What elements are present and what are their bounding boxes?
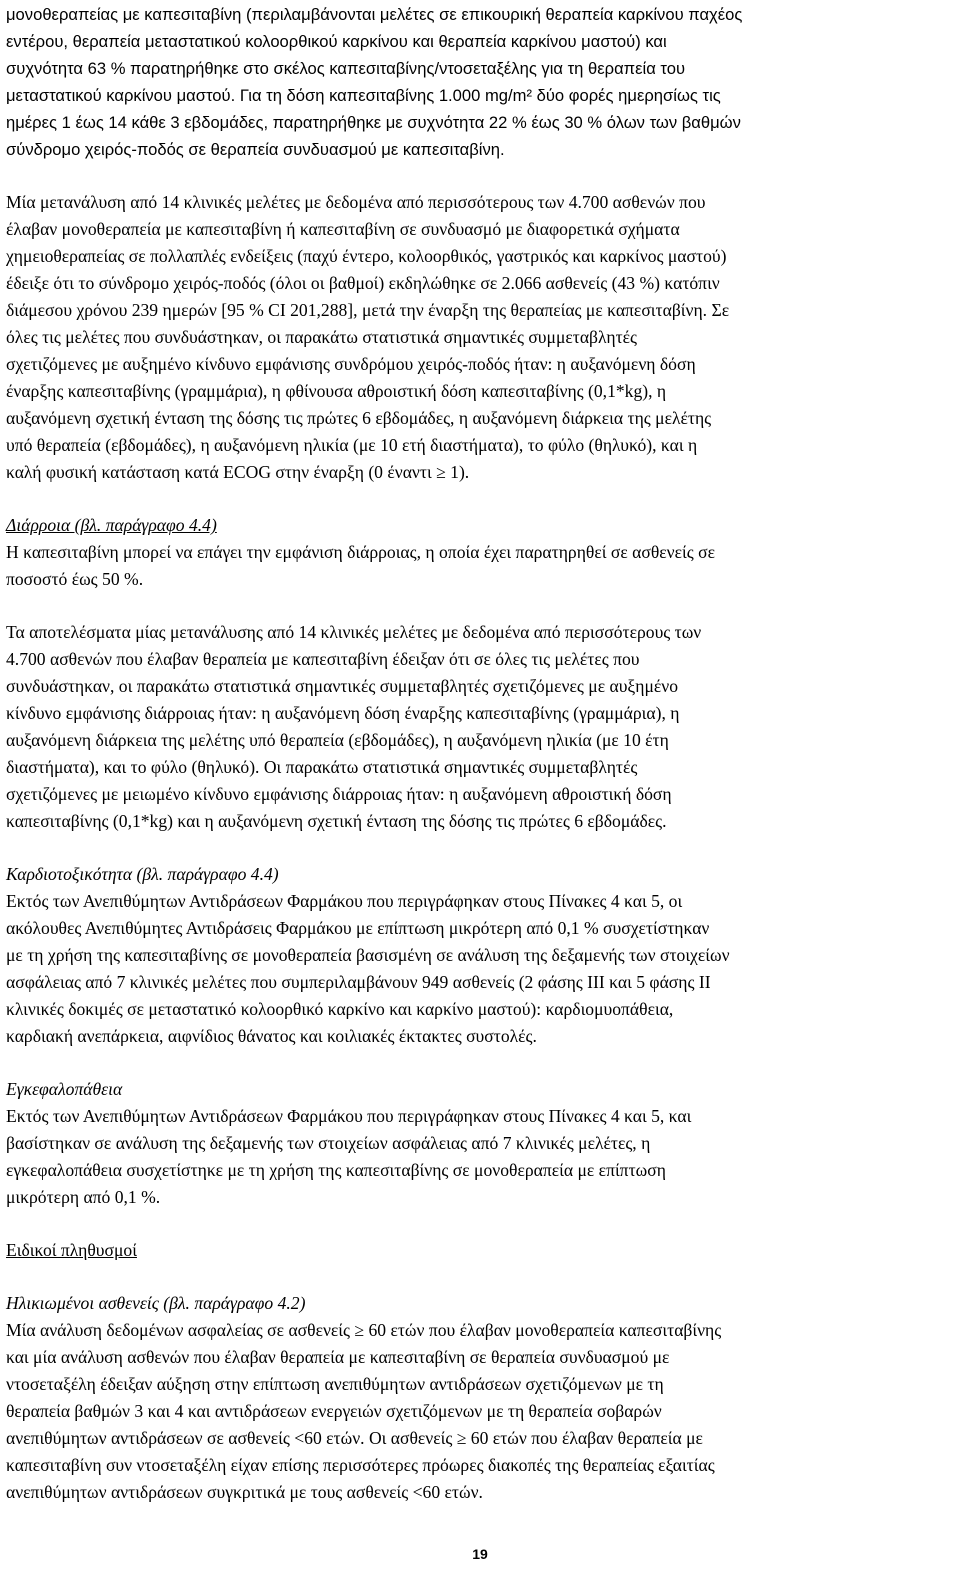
text-line: διάμεσου χρόνου 239 ημερών [95 % CI 201,288], μετά την έναρξη της θεραπείας με καπεσιταβίνη. Σε — [6, 300, 730, 320]
text-line: σχετιζόμενες με μειωμένο κίνδυνο εμφάνισης διάρροιας ήταν: η αυξανόμενη αθροιστική δόση — [6, 784, 672, 804]
text-line: βασίστηκαν σε ανάλυση της δεξαμενής των στοιχείων ασφάλειας από 7 κλινικές μελέτες, η — [6, 1133, 651, 1153]
text-line: κίνδυνο εμφάνισης διάρροιας ήταν: η αυξανόμενη δόση έναρξης καπεσιταβίνης (γραμμάρια), η — [6, 703, 680, 723]
section-heading-cardiotoxicity: Καρδιοτοξικότητα (βλ. παράγραφο 4.4) — [6, 864, 279, 884]
text-line: υπό θεραπεία (εβδομάδες), η αυξανόμενη ηλικία (με 10 ετή διαστήματα), το φύλο (θηλυκό), και η — [6, 435, 698, 455]
text-line: Εκτός των Ανεπιθύμητων Αντιδράσεων Φαρμάκου που περιγράφηκαν στους Πίνακες 4 και 5, και — [6, 1106, 692, 1126]
section-heading-encephalopathy: Εγκεφαλοπάθεια — [6, 1079, 123, 1099]
text-line: έλαβαν μονοθεραπεία με καπεσιταβίνη ή καπεσιταβίνη σε συνδυασμό με διαφορετικά σχήματα — [6, 219, 680, 239]
paragraph-cardiotoxicity — [6, 888, 950, 1050]
text-line: αυξανόμενη διάρκεια της μελέτης υπό θεραπεία (εβδομάδες), η αυξανόμενη ηλικία (με 10 έτη — [6, 730, 669, 750]
text-line: ανεπιθύμητων αντιδράσεων σε ασθενείς <60 ετών. Οι ασθενείς ≥ 60 ετών που έλαβαν θεραπεία με — [6, 1428, 703, 1448]
paragraph-encephalopathy — [6, 1103, 950, 1211]
section-heading-elderly: Ηλικιωμένοι ασθενείς (βλ. παράγραφο 4.2) — [6, 1293, 306, 1313]
text-line: ακόλουθες Ανεπιθύμητες Αντιδράσεις Φαρμάκου με επίπτωση μικρότερη από 0,1 % συσχετίστηκαν — [6, 918, 710, 938]
text-line: ντοσεταξέλη έδειξαν αύξηση στην επίπτωση ανεπιθύμητων αντιδράσεων σχετιζόμενων με τη — [6, 1374, 664, 1394]
text-line: εντέρου, θεραπεία μεταστατικού κολοορθικού καρκίνου και θεραπεία καρκίνου μαστού) και — [6, 32, 667, 51]
text-line: ανεπιθύμητων αντιδράσεων συγκριτικά με τους ασθενείς <60 ετών. — [6, 1482, 483, 1502]
text-line: χημειοθεραπείας σε πολλαπλές ενδείξεις (παχύ έντερο, κολοορθικός, γαστρικός και καρκίνος μαστού) — [6, 246, 727, 266]
text-line: και μία ανάλυση ασθενών που έλαβαν θεραπεία με καπεσιταβίνη σε θεραπεία συνδυασμού με — [6, 1347, 670, 1367]
text-line: Μία ανάλυση δεδομένων ασφαλείας σε ασθενείς ≥ 60 ετών που έλαβαν μονοθεραπεία καπεσιταβίνης — [6, 1320, 722, 1340]
paragraph-hfs-metaanalysis — [6, 189, 950, 486]
text-line: ημέρες 1 έως 14 κάθε 3 εβδομάδες, παρατηρήθηκε με συχνότητα 22 % έως 30 % όλων των βαθμών — [6, 113, 741, 132]
text-line: ασφάλειας από 7 κλινικές μελέτες που συμπεριλαμβάνουν 949 ασθενείς (2 φάσης ΙΙΙ και 5 φάσης ΙΙ — [6, 972, 711, 992]
section-heading-special-populations: Ειδικοί πληθυσμοί — [6, 1240, 137, 1260]
text-line: μονοθεραπείας με καπεσιταβίνη (περιλαμβάνονται μελέτες σε επικουρική θεραπεία καρκίνου παχέος — [6, 5, 743, 24]
text-line: ποσοστό έως 50 %. — [6, 569, 144, 589]
text-line: διαστήματα), και το φύλο (θηλυκό). Οι παρακάτω στατιστικά σημαντικές συμμεταβλητές — [6, 757, 638, 777]
text-line: μεταστατικού καρκίνου μαστού. Για τη δόση καπεσιταβίνης 1.000 mg/m² δύο φορές ημερησίως τις — [6, 86, 721, 105]
text-line: έναρξης καπεσιταβίνης (γραμμάρια), η φθίνουσα αθροιστική δόση καπεσιταβίνης (0,1*kg), η — [6, 381, 667, 401]
text-line: έδειξε ότι το σύνδρομο χειρός-ποδός (όλοι οι βαθμοί) εκδηλώθηκε σε 2.066 ασθενείς (43 %) κατόπιν — [6, 273, 720, 293]
text-line: Η καπεσιταβίνη μπορεί να επάγει την εμφάνιση διάρροιας, η οποία έχει παρατηρηθεί σε ασθενείς σε — [6, 542, 715, 562]
text-line: καρδιακή ανεπάρκεια, αιφνίδιος θάνατος και κοιλιακές έκτακτες συστολές. — [6, 1026, 537, 1046]
text-line: συνδυάστηκαν, οι παρακάτω στατιστικά σημαντικές συμμεταβλητές σχετιζόμενες με αυξημένο — [6, 676, 679, 696]
section-heading-diarrhea: Διάρροια (βλ. παράγραφο 4.4) — [6, 515, 217, 535]
text-line: θεραπεία βαθμών 3 και 4 και αντιδράσεων ενεργειών σχετιζόμενων με τη θεραπεία σοβαρών — [6, 1401, 662, 1421]
page-number: 19 — [472, 1546, 488, 1562]
text-line: συχνότητα 63 % παρατηρήθηκε στο σκέλος καπεσιταβίνης/ντοσεταξέλης για τη θεραπεία του — [6, 59, 686, 78]
paragraph-elderly — [6, 1317, 950, 1506]
text-line: εγκεφαλοπάθεια συσχετίστηκε με τη χρήση της καπεσιταβίνης σε μονοθεραπεία με επίπτωση — [6, 1160, 666, 1180]
text-line: όλες τις μελέτες που συνδυάστηκαν, οι παρακάτω στατιστικά σημαντικές συμμεταβλητές — [6, 327, 638, 347]
text-line: 4.700 ασθενών που έλαβαν θεραπεία με καπεσιταβίνη έδειξαν ότι σε όλες τις μελέτες που — [6, 649, 640, 669]
text-line: καπεσιταβίνης (0,1*kg) και η αυξανόμενη σχετική ένταση της δόσης τις πρώτες 6 εβδομάδες. — [6, 811, 667, 831]
text-line: Μία μετανάλυση από 14 κλινικές μελέτες με δεδομένα από περισσότερους των 4.700 ασθενών που — [6, 192, 706, 212]
text-line: καπεσιταβίνη συν ντοσεταξέλη είχαν επίσης περισσότερες πρόωρες διακοπές της θεραπείας εξαιτίας — [6, 1455, 715, 1475]
text-line: σύνδρομο χειρός-ποδός σε θεραπεία συνδυασμού με καπεσιταβίνη. — [6, 140, 505, 159]
text-line: Εκτός των Ανεπιθύμητων Αντιδράσεων Φαρμάκου που περιγράφηκαν στους Πίνακες 4 και 5, οι — [6, 891, 683, 911]
text-line: αυξανόμενη σχετική ένταση της δόσης τις πρώτες 6 εβδομάδες, η αυξανόμενη διάρκεια της μελέτης — [6, 408, 712, 428]
text-line: κλινικές δοκιμές σε μεταστατικό κολοορθικό καρκίνο και καρκίνο μαστού): καρδιομυοπάθεια, — [6, 999, 674, 1019]
text-line: σχετιζόμενες με αυξημένο κίνδυνο εμφάνισης συνδρόμου χειρός-ποδός ήταν: η αυξανόμενη δόση — [6, 354, 696, 374]
text-line: καλή φυσική κατάσταση κατά ECOG στην έναρξη (0 έναντι ≥ 1). — [6, 462, 470, 482]
text-line: μικρότερη από 0,1 %. — [6, 1187, 161, 1207]
paragraph-diarrhea-metaanalysis — [6, 619, 950, 835]
paragraph-hfs-frequency — [6, 1, 950, 163]
text-line: με τη χρήση της καπεσιταβίνης σε μονοθεραπεία βασισμένη σε ανάλυση της δεξαμενής των στοιχείων — [6, 945, 730, 965]
text-line: Τα αποτελέσματα μίας μετανάλυσης από 14 κλινικές μελέτες με δεδομένα από περισσότερους των — [6, 622, 702, 642]
paragraph-diarrhea-intro — [6, 539, 950, 593]
document-page — [6, 0, 950, 1506]
